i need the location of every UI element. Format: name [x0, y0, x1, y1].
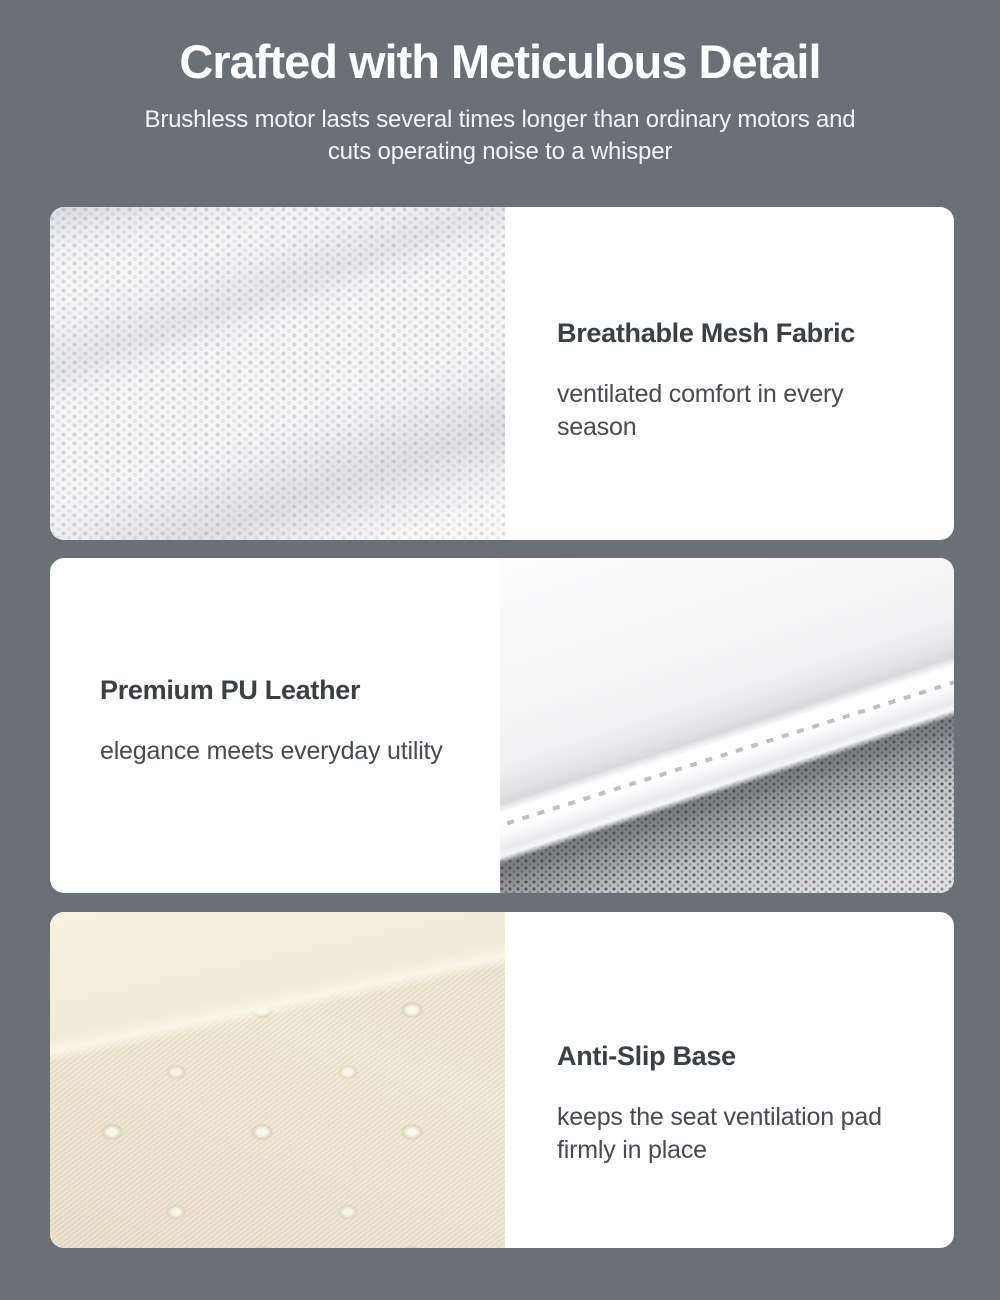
leather-stitch-detail [500, 667, 954, 835]
feature-text-pu-leather [100, 558, 530, 768]
feature-heading-anti-slip-base: Anti-Slip Base [557, 1041, 736, 1071]
feature-card-pu-leather [50, 558, 954, 893]
mesh-fabric-image [50, 207, 505, 540]
page-title: Crafted with Meticulous Detail [179, 35, 821, 88]
feature-heading-breathable-mesh: Breathable Mesh Fabric [557, 318, 855, 348]
feature-description-breathable-mesh: ventilated comfort in every season [557, 380, 844, 441]
feature-heading-pu-leather: Premium PU Leather [100, 675, 361, 705]
feature-card-anti-slip-base [50, 912, 954, 1248]
feature-text-breathable-mesh [557, 207, 918, 444]
hero-section [0, 0, 1000, 168]
feature-description-pu-leather: elegance meets everyday utility [100, 737, 443, 765]
feature-card-breathable-mesh [50, 207, 954, 540]
page-subtitle-line-1: Brushless motor lasts several times longer than ordinary motors and [144, 105, 856, 133]
pu-leather-image [500, 558, 954, 893]
page-subtitle [0, 104, 1000, 168]
page-subtitle-line-2: cuts operating noise to a whisper [327, 137, 673, 165]
feature-description-anti-slip-base: keeps the seat ventilation pad firmly in place [557, 1103, 882, 1164]
anti-slip-base-image [50, 912, 505, 1248]
feature-text-anti-slip-base [557, 912, 918, 1167]
